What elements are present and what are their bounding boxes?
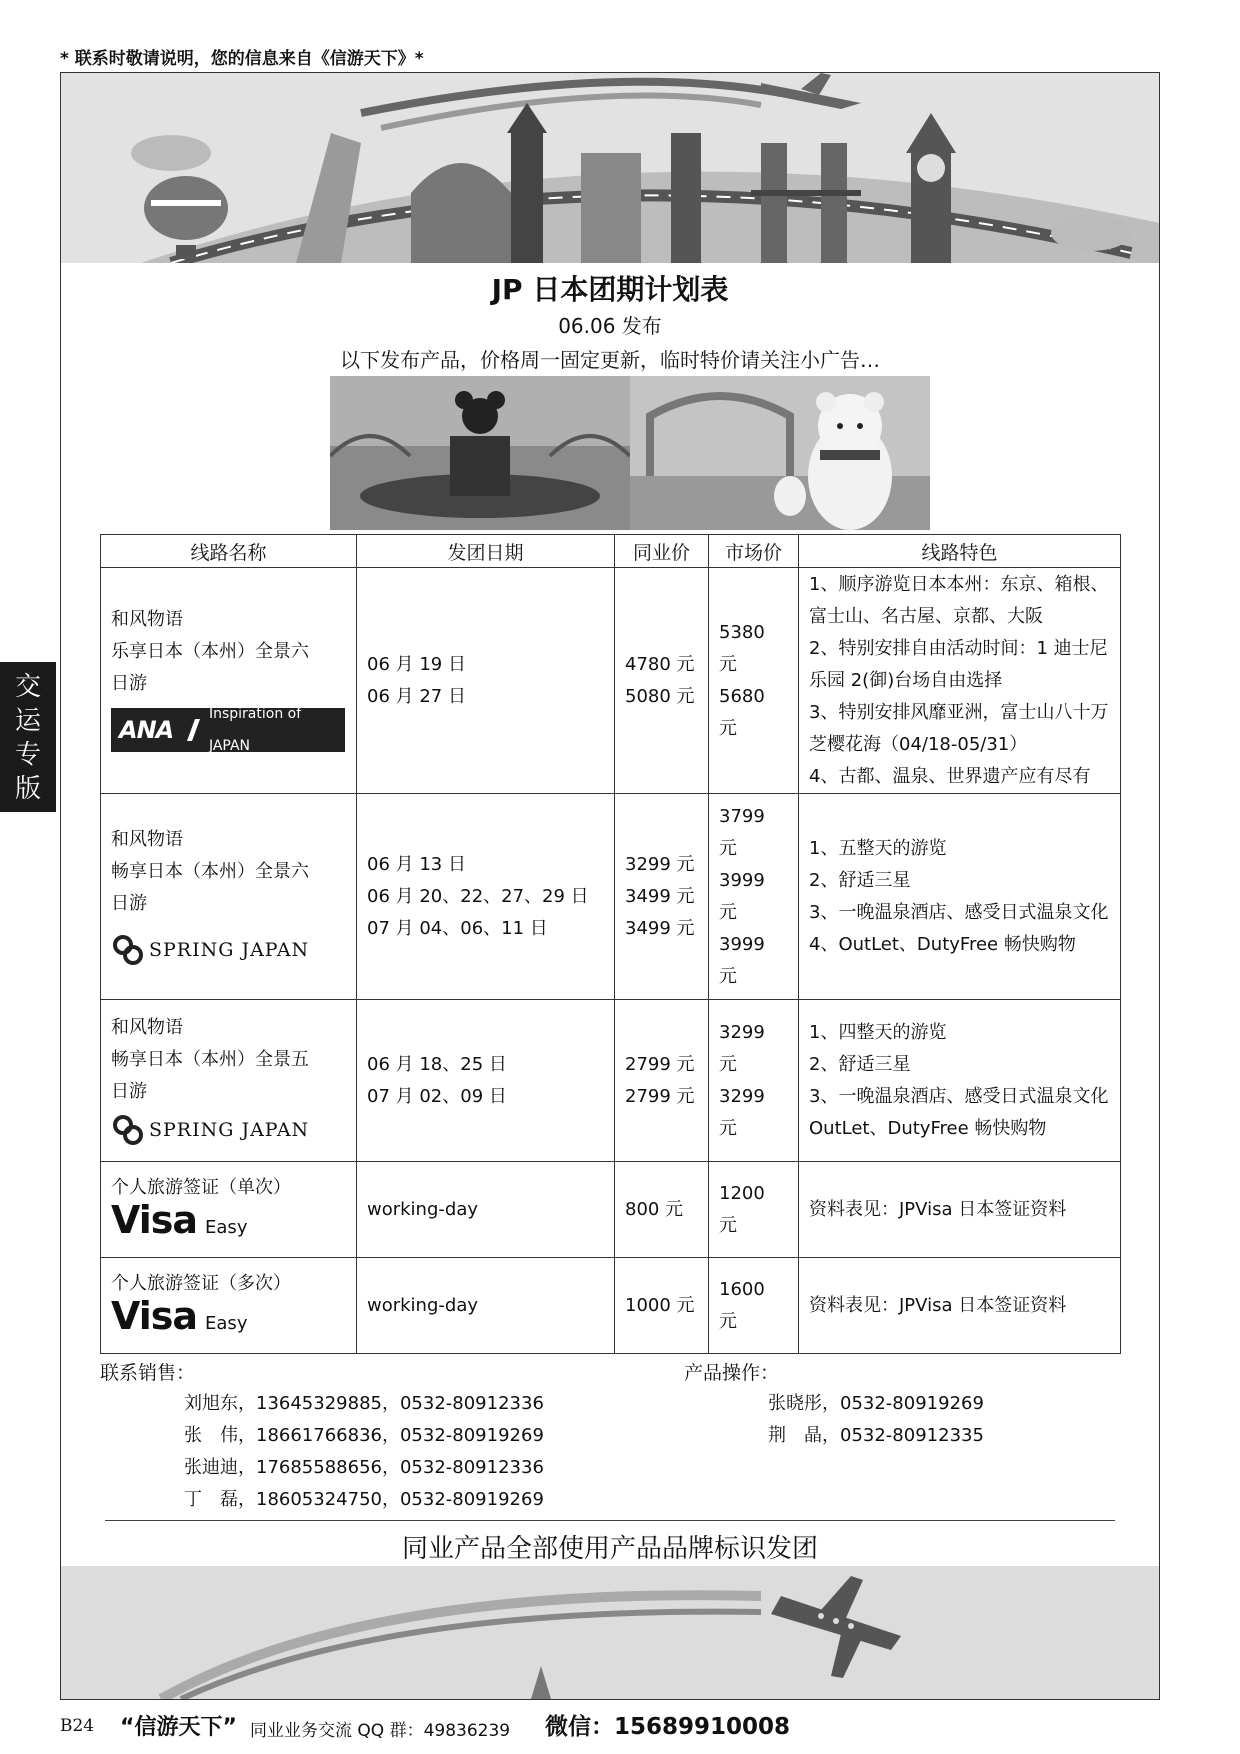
route-name-cell (101, 1000, 357, 1162)
feature-line: 乐园 2(御)台场自由选择 (809, 669, 1003, 691)
date-line: 07 月 02、09 日 (367, 1085, 507, 1107)
sales-contacts-list (184, 1388, 544, 1516)
top-banner-illustration (61, 73, 1159, 263)
city-building-icon (581, 133, 701, 263)
route-name-cell (101, 1258, 357, 1354)
route-name-cell (101, 794, 357, 1000)
table-row (101, 1000, 1121, 1162)
ana-logo (111, 705, 345, 754)
route-line: 个人旅游签证（多次） (111, 1272, 291, 1294)
dates-cell (357, 794, 615, 1000)
date-line: 06 月 20、22、27、29 日 (367, 885, 589, 907)
footer-brand: “信游天下” (120, 1715, 237, 1740)
route-line: 日游 (111, 892, 147, 914)
side-tab-char: 运 (14, 706, 41, 736)
list-item: 张 伟，18661766836，0532-80919269 (184, 1425, 544, 1446)
route-line: 乐享日本（本州）全景六 (111, 640, 309, 662)
visa-logo-text: Visa (111, 1197, 198, 1242)
side-tab-char: 交 (14, 672, 41, 702)
market-price-cell (709, 794, 799, 1000)
route-line: 个人旅游签证（单次） (111, 1176, 291, 1198)
operations-contacts-list (768, 1388, 984, 1452)
feature-line: 2、舒适三星 (809, 1053, 911, 1075)
col-header-trade-price: 同业价 (615, 535, 709, 568)
price-line: 3299 元 (719, 1021, 765, 1075)
feature-line: 3、一晚温泉酒店、感受日式温泉文化 (809, 1085, 1109, 1107)
price-line: 800 元 (625, 1198, 684, 1220)
feature-line: 资料表见：JPVisa 日本签证资料 (809, 1294, 1067, 1316)
features-cell (799, 794, 1121, 1000)
table-row (101, 794, 1121, 1000)
bottom-banner-illustration (61, 1566, 1159, 1699)
harbor-bear-photo (630, 376, 930, 530)
date-line: 06 月 18、25 日 (367, 1053, 507, 1075)
route-line: 和风物语 (111, 828, 183, 850)
feature-line: 芝樱花海（04/18-05/31） (809, 733, 1028, 755)
side-tab-char: 专 (14, 740, 41, 770)
price-line: 3999 元 (719, 933, 765, 987)
pricing-notice: 以下发布产品，价格周一固定更新，临时特价请关注小广告… (340, 348, 880, 372)
ana-logo-text: ANA (119, 715, 174, 744)
brand-usage-note: 同业产品全部使用产品品牌标识发团 (401, 1534, 818, 1564)
feature-line: 4、OutLet、DutyFree 畅快购物 (809, 933, 1076, 955)
price-line: 2799 元 (625, 1085, 695, 1107)
spring-japan-icon (111, 933, 145, 967)
price-line: 3499 元 (625, 917, 695, 939)
dates-cell (357, 1162, 615, 1258)
list-item: 刘旭东，13645329885，0532-80912336 (184, 1393, 544, 1414)
dates-cell (357, 568, 615, 794)
table-row (101, 1258, 1121, 1354)
feature-line: 4、古都、温泉、世界遗产应有尽有 (809, 765, 1091, 787)
section-side-tab (0, 662, 56, 812)
spring-japan-logo (111, 930, 346, 970)
side-tab-char: 版 (14, 774, 41, 804)
operations-contacts-label: 产品操作： (684, 1362, 780, 1384)
ana-slash-icon (179, 717, 201, 743)
col-header-route: 线路名称 (101, 535, 357, 568)
page-number: B24 (60, 1716, 95, 1736)
trade-price-cell (615, 1162, 709, 1258)
route-line: 畅享日本（本州）全景五 (111, 1048, 309, 1070)
feature-line: 1、五整天的游览 (809, 837, 947, 859)
visa-easy-logo (111, 1293, 346, 1344)
route-line: 日游 (111, 1080, 147, 1102)
airplane-icon (771, 1576, 901, 1678)
visa-logo-tagline: Easy (205, 1216, 248, 1238)
airplane-icon (761, 73, 861, 109)
feature-line: 2、特别安排自由活动时间：1 迪士尼 (809, 637, 1108, 659)
date-line: 06 月 19 日 (367, 653, 466, 675)
date-line: working-day (367, 1198, 478, 1220)
price-line: 3999 元 (719, 869, 765, 923)
clock-tower-icon (507, 103, 547, 263)
visa-logo-text: Visa (111, 1293, 198, 1338)
header-note: * 联系时敬请说明，您的信息来自《信游天下》* (60, 49, 424, 69)
feature-line: OutLet、DutyFree 畅快购物 (809, 1117, 1047, 1139)
market-price-cell (709, 1162, 799, 1258)
route-line: 日游 (111, 672, 147, 694)
list-item: 张晓彤，0532-80919269 (768, 1393, 984, 1414)
price-line: 5680 元 (719, 685, 765, 739)
feature-line: 资料表见：JPVisa 日本签证资料 (809, 1198, 1067, 1220)
list-item: 丁 磊，18605324750，0532-80919269 (184, 1489, 544, 1510)
trade-price-cell (615, 1000, 709, 1162)
spring-japan-logo-text: SPRING JAPAN (149, 1118, 310, 1141)
features-cell (799, 1162, 1121, 1258)
date-line: 06 月 27 日 (367, 685, 466, 707)
price-line: 3499 元 (625, 885, 695, 907)
price-line: 1200 元 (719, 1182, 765, 1236)
table-row (101, 568, 1121, 794)
footer-qq-group: 同业业务交流 QQ 群：49836239 (250, 1721, 511, 1741)
route-line: 和风物语 (111, 1016, 183, 1038)
spring-japan-logo (111, 1110, 346, 1150)
route-name-cell (101, 568, 357, 794)
list-item: 张迪迪，17685588656，0532-80912336 (184, 1457, 544, 1478)
price-line: 5380 元 (719, 621, 765, 675)
destination-photos (330, 376, 930, 530)
visa-logo-tagline: Easy (205, 1312, 248, 1334)
visa-easy-logo (111, 1197, 346, 1248)
features-cell (799, 1258, 1121, 1354)
price-line: 4780 元 (625, 653, 695, 675)
market-price-cell (709, 568, 799, 794)
date-line: working-day (367, 1294, 478, 1316)
dates-cell (357, 1258, 615, 1354)
table-header-row (101, 535, 1121, 568)
date-line: 06 月 13 日 (367, 853, 466, 875)
contacts-section (100, 1358, 1120, 1518)
trade-price-cell (615, 1258, 709, 1354)
features-cell (799, 568, 1121, 794)
price-line: 1000 元 (625, 1294, 695, 1316)
trade-price-cell (615, 568, 709, 794)
col-header-market-price: 市场价 (709, 535, 799, 568)
dome-building-icon (411, 163, 511, 263)
price-line: 2799 元 (625, 1053, 695, 1075)
route-line: 和风物语 (111, 608, 183, 630)
feature-line: 3、一晚温泉酒店、感受日式温泉文化 (809, 901, 1109, 923)
price-line: 3299 元 (719, 1085, 765, 1139)
price-line: 3799 元 (719, 805, 765, 859)
date-line: 07 月 04、06、11 日 (367, 917, 548, 939)
big-ben-icon (906, 113, 956, 263)
feature-line: 3、特别安排风靡亚洲，富士山八十万 (809, 701, 1109, 723)
col-header-features: 线路特色 (799, 535, 1121, 568)
spring-japan-icon (111, 1113, 145, 1147)
schedule-table (100, 534, 1121, 1354)
sales-contacts-label: 联系销售： (100, 1362, 196, 1384)
price-line: 5080 元 (625, 685, 695, 707)
market-price-cell (709, 1000, 799, 1162)
col-header-dates: 发团日期 (357, 535, 615, 568)
trade-price-cell (615, 794, 709, 1000)
market-price-cell (709, 1258, 799, 1354)
route-line: 畅享日本（本州）全景六 (111, 860, 309, 882)
spring-japan-logo-text: SPRING JAPAN (149, 938, 310, 961)
footer-wechat: 微信：15689910008 (545, 1714, 791, 1740)
dates-cell (357, 1000, 615, 1162)
feature-line: 富士山、名古屋、京都、大阪 (809, 605, 1043, 627)
price-line: 1600 元 (719, 1278, 765, 1332)
page-title: JP 日本团期计划表 (491, 273, 729, 306)
fountain-photo (330, 376, 630, 530)
feature-line: 2、舒适三星 (809, 869, 911, 891)
route-name-cell (101, 1162, 357, 1258)
publish-date: 06.06 发布 (558, 314, 662, 338)
list-item: 荆 晶，0532-80912335 (768, 1425, 984, 1446)
price-line: 3299 元 (625, 853, 695, 875)
table-row (101, 1162, 1121, 1258)
divider (105, 1520, 1115, 1521)
feature-line: 1、顺序游览日本本州：东京、箱根、 (809, 573, 1109, 595)
ana-logo-tagline: Inspiration of JAPAN (208, 705, 302, 754)
page-footer (60, 1708, 1160, 1748)
feature-line: 1、四整天的游览 (809, 1021, 947, 1043)
features-cell (799, 1000, 1121, 1162)
